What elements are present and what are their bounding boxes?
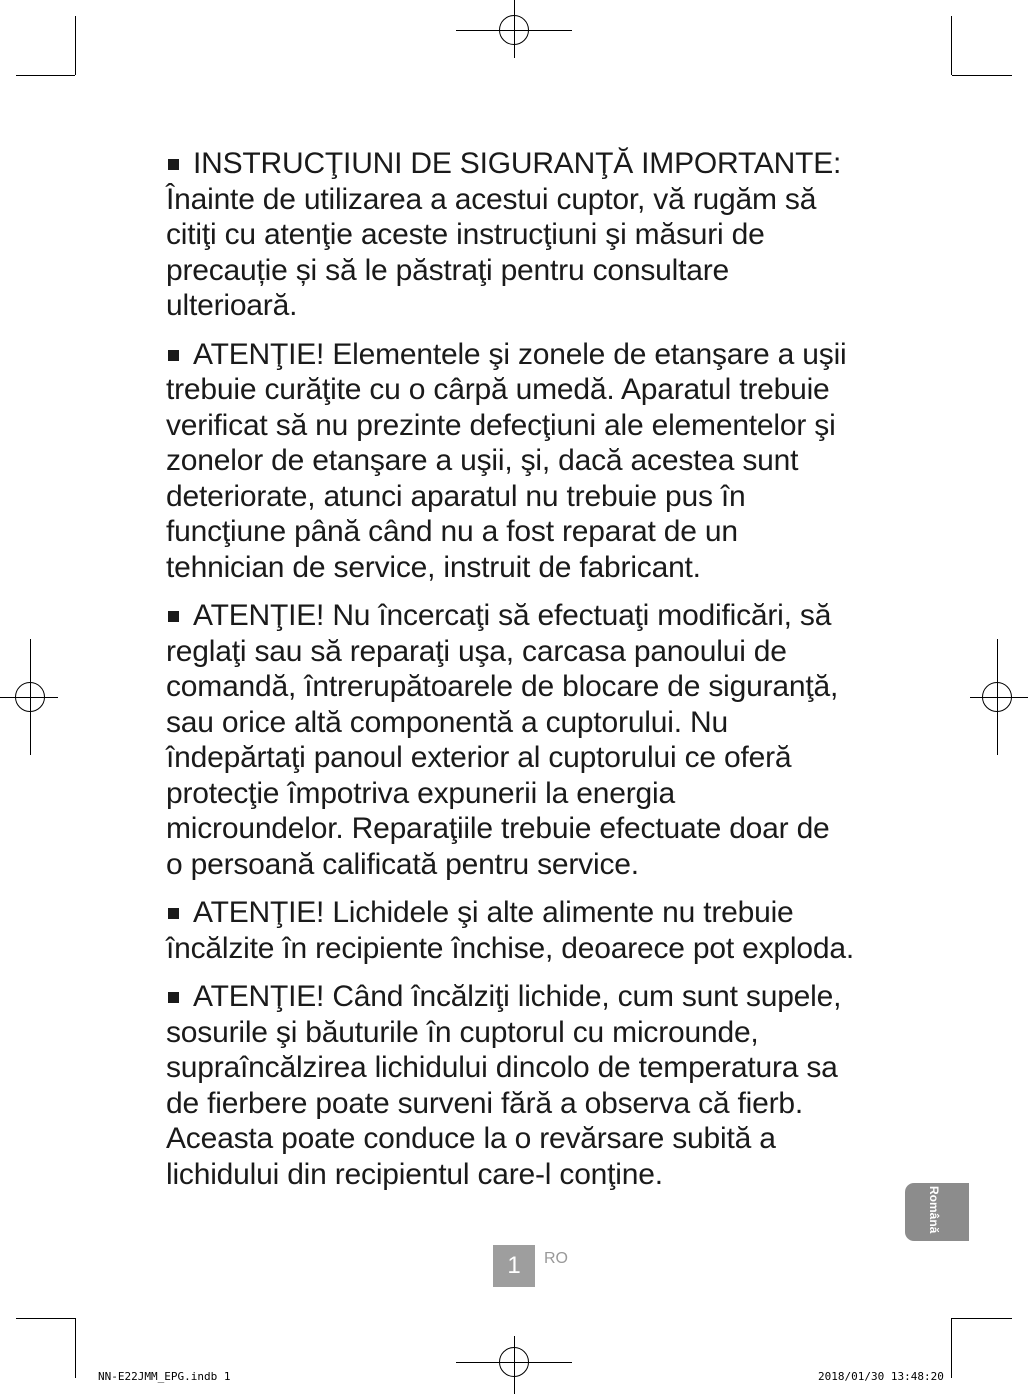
- paragraph-door-seals: ATENŢIE! Elementele şi zonele de etanşare a uşii trebuie curăţite cu o cârpă umedă. Aparatul trebuie verificat să nu prezinte defecţiuni ale elementelor şi zonelor de etanşare a uşii, şi, dacă acestea sunt deteriorate, atunci aparatul nu trebuie pus în funcţiune până când nu a fost reparat de un tehnician de service, instruit de fabricant.: [166, 337, 847, 584]
- footer-datetime: 2018/01/30 13:48:20: [818, 1370, 944, 1383]
- square-bullet-icon: [168, 908, 179, 919]
- language-code: RO: [544, 1250, 568, 1267]
- paragraph-liquids-overheating: ATENŢIE! Când încălziţi lichide, cum sunt supele, sosurile şi băuturile în cuptorul cu microunde, supraîncălzirea lichidului dincolo de temperatura sa de fierbere poate surveni fără a observa că fierb. Aceasta poate conduce la o revărsare subită a lichidului din recipientul care-l conţine.: [166, 980, 842, 1191]
- square-bullet-icon: [168, 159, 179, 170]
- square-bullet-icon: [168, 350, 179, 361]
- page-number: 1: [493, 1245, 535, 1287]
- paragraph-important-safety: INSTRUCŢIUNI DE SIGURANŢĂ IMPORTANTE: Înainte de utilizarea a acestui cuptor, vă rugăm să citiţi cu atenţie aceste instrucţiuni şi măsuri de precauție și să le păstraţi pentru consultare ulterioară.: [166, 147, 842, 322]
- language-tab-label: Română: [927, 1186, 941, 1234]
- paragraph-closed-containers: ATENŢIE! Lichidele şi alte alimente nu trebuie încălzite în recipiente închise, deoarece pot exploda.: [166, 896, 854, 965]
- square-bullet-icon: [168, 611, 179, 622]
- footer-file-name: NN-E22JMM_EPG.indb 1: [98, 1370, 231, 1383]
- language-tab: [905, 1183, 969, 1241]
- paragraph-no-modifications: ATENŢIE! Nu încercaţi să efectuaţi modificări, să reglaţi sau să reparaţi uşa, carcasa panoului de comandă, întrerupătoarele de blocare de siguranţă, sau orice altă componentă a cuptorului. Nu îndepărtaţi panoul exterior al cuptorului ce oferă protecţie împotriva expunerii la energia microundelor. Reparaţiile trebuie efectuate doar de o persoană calificată pentru service.: [166, 599, 839, 881]
- square-bullet-icon: [168, 992, 179, 1003]
- safety-instructions: [166, 146, 866, 1205]
